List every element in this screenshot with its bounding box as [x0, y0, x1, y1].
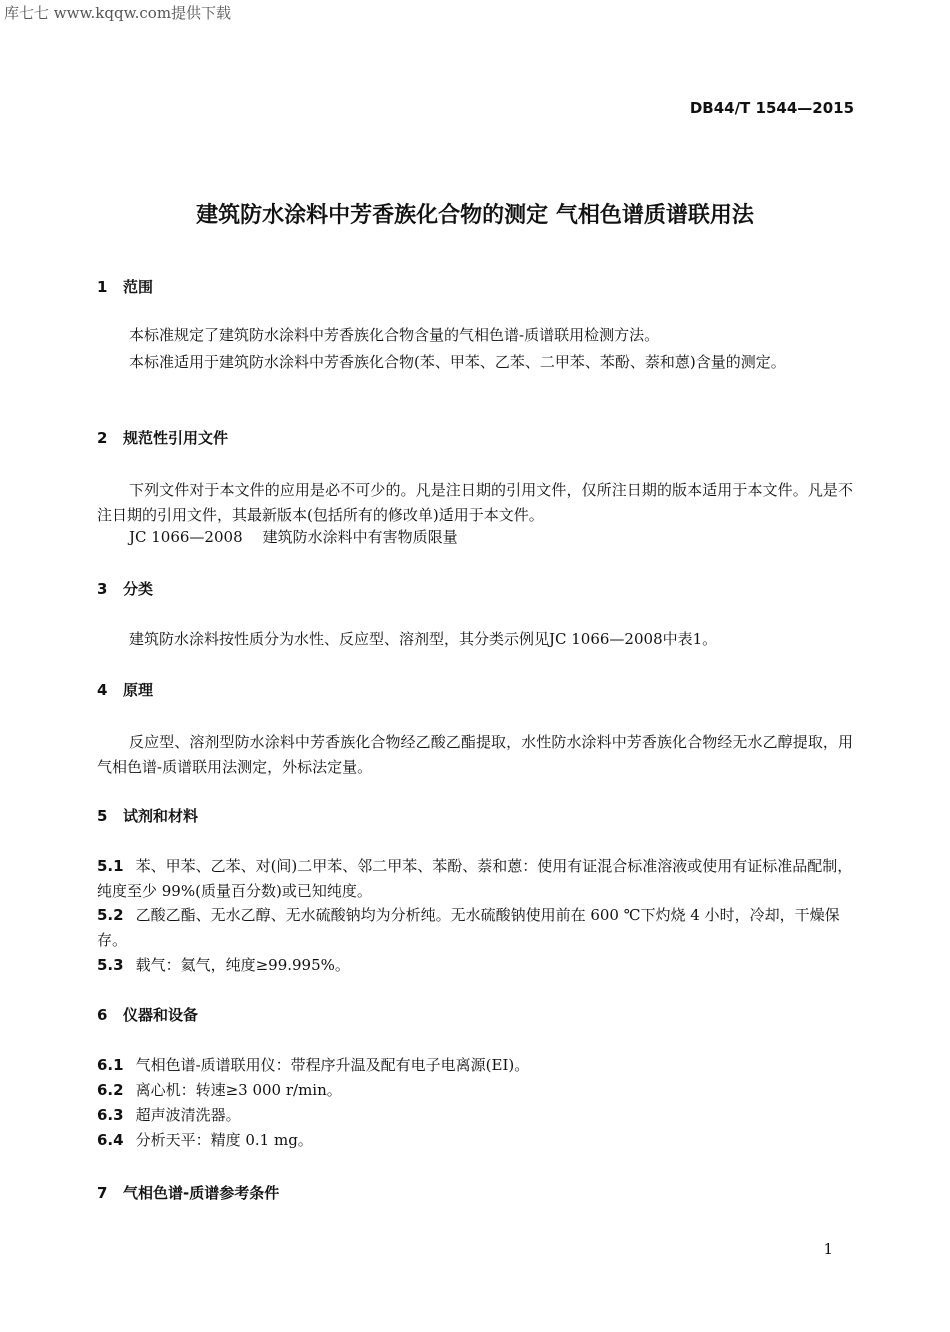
document-title: 建筑防水涂料中芳香族化合物的测定 气相色谱质谱联用法: [196, 203, 754, 228]
reference-entry: [97, 525, 853, 550]
clause-item: [97, 903, 853, 953]
page-number: 1: [823, 1240, 833, 1258]
paragraph: 建筑防水涂料按性质分为水性、反应型、溶剂型，其分类示例见JC 1066—2008中表1。: [129, 630, 718, 648]
section-heading-reagents: [97, 805, 198, 826]
clause-number: 6.4: [97, 1131, 124, 1149]
section-heading-gcms-conditions: [97, 1182, 279, 1203]
paragraph: 下列文件对于本文件的应用是必不可少的。凡是注日期的引用文件，仅所注日期的版本适用于本文件。凡是不注日期的引用文件，其最新版本(包括所有的修改单)适用于本文件。: [97, 481, 853, 524]
clause-text: 载气：氦气，纯度≥99.995%。: [135, 956, 350, 974]
clause-item: [97, 953, 853, 978]
clause-number: 5.2: [97, 906, 124, 924]
section-title: 仪器和设备: [123, 1006, 199, 1024]
clause-text: 分析天平：精度 0.1 mg。: [135, 1131, 313, 1149]
clause-text: 气相色谱-质谱联用仪：带程序升温及配有电子电离源(EI)。: [135, 1056, 530, 1074]
section-number: 2: [97, 429, 108, 447]
section-title: 范围: [123, 278, 154, 296]
clause-text: 离心机：转速≥3 000 r/min。: [135, 1081, 342, 1099]
section-heading-normative-references: [97, 427, 228, 448]
clause-item: [97, 1078, 853, 1103]
clause-item: [97, 1103, 853, 1128]
section-title: 原理: [123, 681, 154, 699]
section-heading-principle: [97, 679, 153, 700]
watermark-text: 库七七 www.kqqw.com提供下载: [4, 4, 232, 22]
clause-text: 苯、甲苯、乙苯、对(间)二甲苯、邻二甲苯、苯酚、萘和蒽：使用有证混合标准溶液或使用有证标准品配制，纯度至少 99%(质量百分数)或已知纯度。: [97, 857, 853, 900]
standard-code: DB44/T 1544—2015: [689, 99, 854, 117]
section-heading-apparatus: [97, 1004, 198, 1025]
section-title: 试剂和材料: [123, 807, 199, 825]
section-heading-classification: [97, 578, 153, 599]
reference-title: 建筑防水涂料中有害物质限量: [262, 528, 458, 546]
section-number: 1: [97, 278, 108, 296]
clause-item: [97, 854, 853, 904]
clause-number: 5.3: [97, 956, 124, 974]
clause-number: 5.1: [97, 857, 124, 875]
clause-number: 6.2: [97, 1081, 124, 1099]
clause-item: [97, 1128, 853, 1153]
section-heading-scope: [97, 276, 153, 297]
paragraph: 本标准规定了建筑防水涂料中芳香族化合物含量的气相色谱-质谱联用检测方法。: [129, 326, 660, 344]
clause-number: 6.3: [97, 1106, 124, 1124]
section-number: 6: [97, 1006, 108, 1024]
paragraph: 本标准适用于建筑防水涂料中芳香族化合物(苯、甲苯、乙苯、二甲苯、苯酚、萘和蒽)含量的测定。: [129, 353, 786, 371]
section-title: 分类: [123, 580, 154, 598]
section-number: 5: [97, 807, 108, 825]
clause-item: [97, 1053, 853, 1078]
clause-text: 乙酸乙酯、无水乙醇、无水硫酸钠均为分析纯。无水硫酸钠使用前在 600 ℃下灼烧 4 小时，冷却，干燥保存。: [97, 906, 840, 949]
clause-number: 6.1: [97, 1056, 124, 1074]
clause-text: 超声波清洗器。: [135, 1106, 241, 1124]
reference-code: JC 1066—2008: [129, 528, 243, 546]
paragraph: 反应型、溶剂型防水涂料中芳香族化合物经乙酸乙酯提取，水性防水涂料中芳香族化合物经无水乙醇提取，用气相色谱-质谱联用法测定，外标法定量。: [97, 733, 853, 776]
section-number: 3: [97, 580, 108, 598]
section-title: 规范性引用文件: [123, 429, 229, 447]
section-number: 4: [97, 681, 108, 699]
section-title: 气相色谱-质谱参考条件: [123, 1184, 280, 1202]
section-number: 7: [97, 1184, 108, 1202]
